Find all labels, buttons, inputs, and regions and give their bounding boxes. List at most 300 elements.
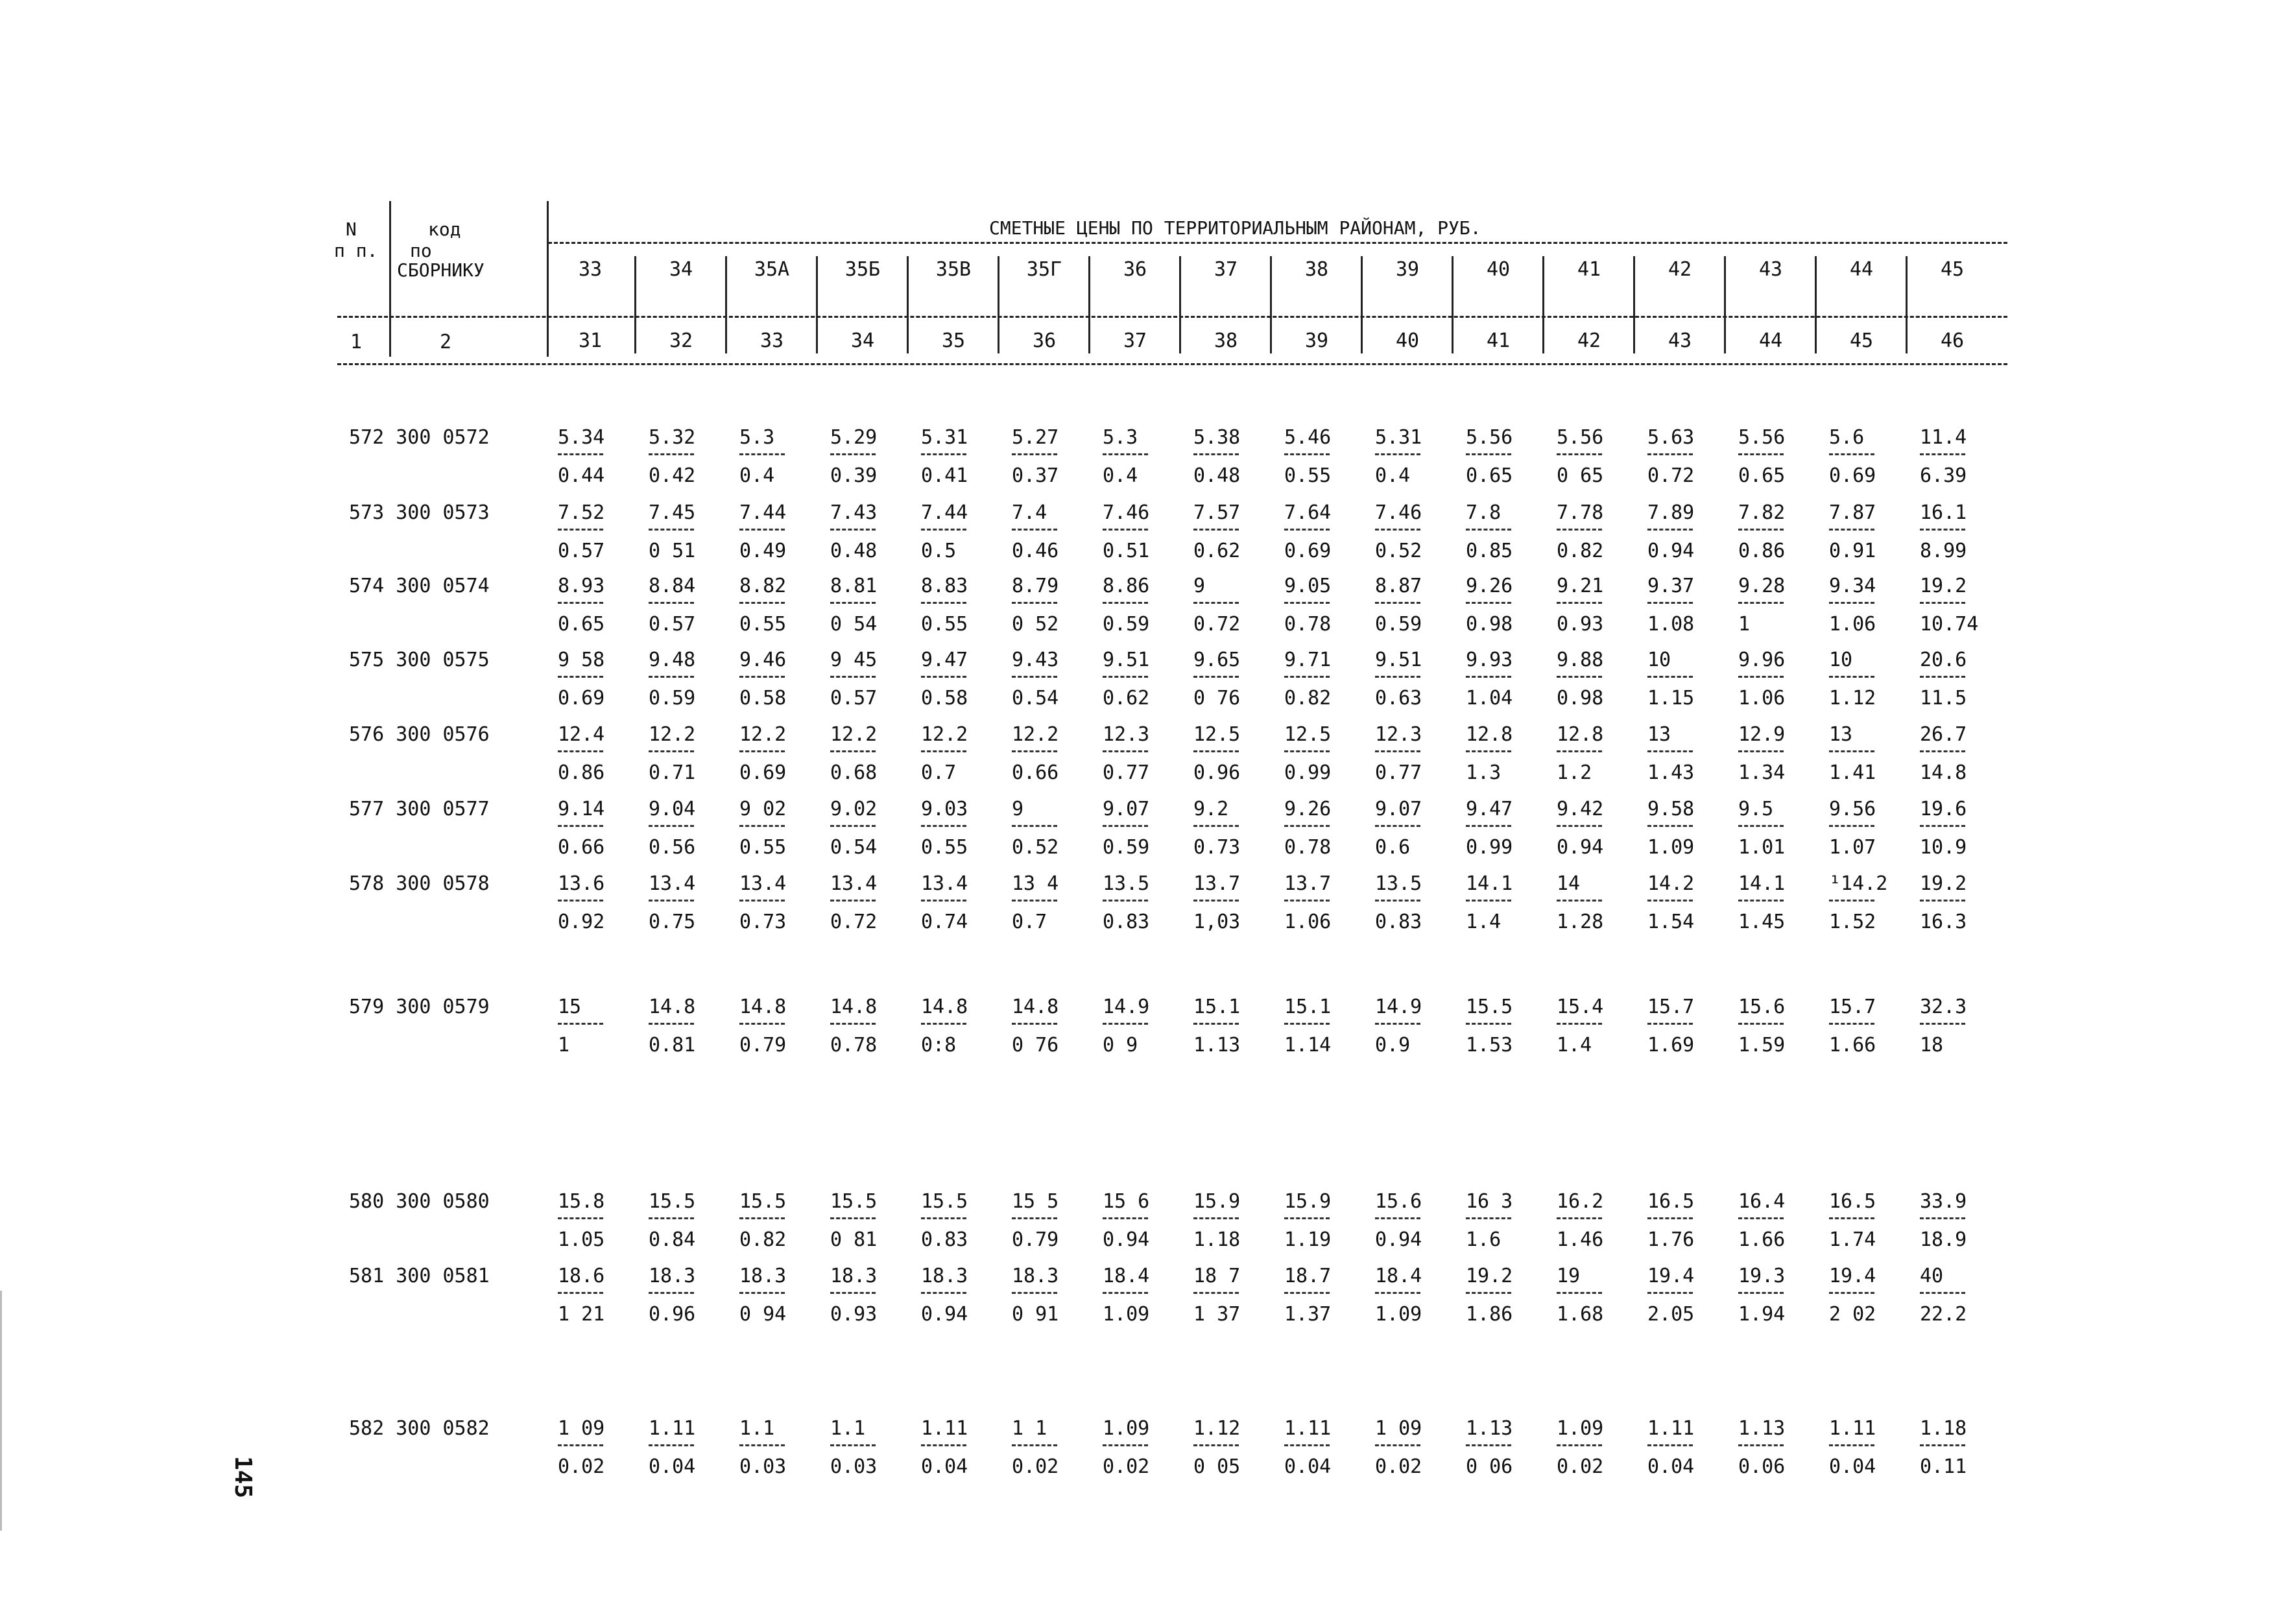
wage-value: 0.02: [1012, 1455, 1059, 1478]
wage-value: 0.7: [1012, 911, 1047, 933]
fraction-line: [1375, 676, 1420, 678]
wage-value: 0.94: [921, 1303, 968, 1326]
fraction-line: [1557, 1023, 1602, 1025]
price-cell: [1829, 798, 1876, 861]
price-cell: [558, 1417, 604, 1480]
wage-value: 0.96: [649, 1303, 696, 1326]
npp-label-2: п п.: [334, 240, 378, 261]
fraction-line: [1284, 900, 1330, 902]
fraction-line: [1012, 453, 1057, 455]
price-value: 15.4: [1557, 996, 1604, 1018]
price-cell: [1738, 872, 1785, 935]
wage-value: 10.9: [1920, 836, 1967, 859]
wage-value: 0 65: [1557, 464, 1604, 487]
fraction-line: [1103, 676, 1148, 678]
fraction-line: [1920, 529, 1965, 531]
fraction-line: [739, 453, 785, 455]
fraction-line: [739, 825, 785, 827]
code-label-2: по: [410, 240, 432, 261]
price-cell: [1738, 426, 1785, 489]
price-cell: [1012, 501, 1059, 564]
column-number: 33: [760, 329, 784, 352]
price-cell: [1647, 575, 1694, 638]
price-value: 9.71: [1284, 649, 1332, 671]
price-cell: [1466, 723, 1513, 786]
fraction-line: [1012, 1217, 1057, 1219]
wage-value: 14.8: [1920, 761, 1967, 784]
price-value: 5.32: [649, 426, 696, 449]
price-cell: [1557, 1417, 1603, 1480]
price-cell: [1920, 1265, 1967, 1328]
wage-value: 8.99: [1920, 540, 1967, 562]
page-number: 145: [230, 1456, 256, 1499]
fraction-line: [1103, 453, 1148, 455]
district-header: 37: [1214, 258, 1238, 281]
price-value: 10: [1829, 649, 1853, 671]
fraction-line: [649, 750, 694, 752]
price-value: 12.5: [1193, 723, 1241, 746]
col-num-1: 1: [350, 331, 363, 353]
wage-value: 0.69: [739, 761, 787, 784]
wage-value: 0.81: [649, 1034, 696, 1057]
wage-value: 0 52: [1012, 613, 1059, 636]
fraction-line: [830, 529, 876, 531]
price-value: 9.07: [1103, 798, 1150, 820]
wage-value: 1.54: [1647, 911, 1695, 933]
price-cell: [1375, 426, 1422, 489]
wage-value: 0.55: [921, 613, 968, 636]
wage-value: 1.94: [1738, 1303, 1786, 1326]
price-cell: [558, 649, 604, 711]
price-value: 18.3: [921, 1265, 968, 1287]
wage-value: 0.44: [558, 464, 605, 487]
price-cell: [830, 798, 877, 861]
wage-value: 10.74: [1920, 613, 1979, 636]
price-value: 11.4: [1920, 426, 1967, 449]
fraction-line: [1193, 900, 1239, 902]
wage-value: 0.55: [739, 836, 787, 859]
price-value: 16.4: [1738, 1190, 1786, 1213]
fraction-line: [649, 900, 694, 902]
price-value: 5.31: [921, 426, 968, 449]
price-value: 20.6: [1920, 649, 1967, 671]
price-cell: [739, 798, 786, 861]
fraction-line: [1647, 1217, 1693, 1219]
price-value: 18.4: [1103, 1265, 1150, 1287]
wage-value: 0.06: [1738, 1455, 1786, 1478]
price-cell: [1284, 649, 1331, 711]
price-value: 15.7: [1829, 996, 1876, 1018]
fraction-line: [1375, 750, 1420, 752]
price-cell: [1738, 798, 1785, 861]
district-header: 38: [1304, 258, 1329, 281]
price-value: 5.56: [1557, 426, 1604, 449]
scan-edge: [0, 1291, 2, 1531]
price-cell: [739, 649, 786, 711]
fraction-line: [1193, 529, 1239, 531]
price-value: 7.43: [830, 501, 878, 524]
fraction-line: [921, 602, 966, 604]
fraction-line: [1466, 825, 1511, 827]
fraction-line: [921, 1444, 966, 1446]
price-cell: [739, 501, 786, 564]
fraction-line: [1647, 602, 1693, 604]
price-cell: [921, 798, 968, 861]
fraction-line: [830, 750, 876, 752]
price-cell: [1193, 996, 1240, 1058]
price-cell: [921, 1417, 968, 1480]
price-cell: [1466, 575, 1513, 638]
price-cell: [1829, 575, 1876, 638]
price-cell: [830, 426, 877, 489]
price-cell: [739, 1190, 786, 1253]
column-number: 34: [850, 329, 875, 352]
row-code: 573 300 0573: [349, 501, 490, 524]
price-cell: [1466, 798, 1513, 861]
price-cell: [1103, 1417, 1149, 1480]
price-value: 9: [1193, 575, 1206, 597]
wage-value: 0.57: [830, 687, 878, 710]
price-value: 5.56: [1738, 426, 1786, 449]
price-cell: [1829, 872, 1887, 935]
price-cell: [1738, 1190, 1785, 1253]
district-header: 35А: [754, 258, 790, 281]
price-cell: [558, 1190, 604, 1253]
fraction-line: [1193, 1444, 1239, 1446]
price-cell: [1375, 1417, 1422, 1480]
price-value: 8.86: [1103, 575, 1150, 597]
price-cell: [1647, 872, 1694, 935]
price-value: 1 09: [558, 1417, 605, 1440]
column-divider: [907, 256, 909, 353]
price-value: 5.34: [558, 426, 605, 449]
fraction-line: [1375, 900, 1420, 902]
wage-value: 0.4: [1103, 464, 1138, 487]
wage-value: 1: [1738, 613, 1751, 636]
price-cell: [1193, 426, 1240, 489]
fraction-line: [1738, 529, 1784, 531]
wage-value: 0:8: [921, 1034, 957, 1057]
price-value: 16 3: [1466, 1190, 1513, 1213]
price-cell: [1557, 426, 1603, 489]
fraction-line: [558, 900, 603, 902]
fraction-line: [1738, 1217, 1784, 1219]
wage-value: 1.09: [1375, 1303, 1422, 1326]
price-cell: [830, 1417, 877, 1480]
price-cell: [1103, 1265, 1149, 1328]
price-value: 19.2: [1920, 872, 1967, 895]
district-header: 35Г: [1026, 258, 1062, 281]
fraction-line: [1466, 1444, 1511, 1446]
fraction-line: [739, 676, 785, 678]
fraction-line: [649, 453, 694, 455]
price-cell: [649, 649, 695, 711]
price-value: 26.7: [1920, 723, 1967, 746]
fraction-line: [1920, 1292, 1965, 1294]
fraction-line: [1738, 1292, 1784, 1294]
wage-value: 6.39: [1920, 464, 1967, 487]
wage-value: 0.82: [1557, 540, 1604, 562]
price-cell: [649, 996, 695, 1058]
wage-value: 0.42: [649, 464, 696, 487]
price-cell: [1012, 426, 1059, 489]
price-cell: [830, 872, 877, 935]
fraction-line: [739, 602, 785, 604]
price-value: 7.64: [1284, 501, 1332, 524]
fraction-line: [921, 825, 966, 827]
wage-value: 0.77: [1375, 761, 1422, 784]
fraction-line: [1193, 453, 1239, 455]
price-value: 5.27: [1012, 426, 1059, 449]
fraction-line: [830, 602, 876, 604]
wage-value: 0.82: [1284, 687, 1332, 710]
price-value: 9.21: [1557, 575, 1604, 597]
fraction-line: [558, 1292, 603, 1294]
price-value: 7.78: [1557, 501, 1604, 524]
fraction-line: [739, 900, 785, 902]
wage-value: 1.05: [558, 1228, 605, 1251]
price-value: 1 1: [1012, 1417, 1047, 1440]
fraction-line: [1375, 1217, 1420, 1219]
price-value: 12.2: [739, 723, 787, 746]
wage-value: 1 37: [1193, 1303, 1241, 1326]
fraction-line: [1466, 1292, 1511, 1294]
price-value: 9.48: [649, 649, 696, 671]
price-cell: [1920, 1190, 1967, 1253]
district-header: 41: [1577, 258, 1601, 281]
wage-value: 0.71: [649, 761, 696, 784]
price-value: 9.93: [1466, 649, 1513, 671]
price-cell: [1466, 1417, 1513, 1480]
price-cell: [1284, 1265, 1331, 1328]
fraction-line: [558, 676, 603, 678]
wage-value: 18.9: [1920, 1228, 1967, 1251]
fraction-line: [1103, 1217, 1148, 1219]
column-number: 45: [1849, 329, 1874, 352]
fraction-line: [921, 1217, 966, 1219]
fraction-line: [1920, 900, 1965, 902]
price-value: 5.29: [830, 426, 878, 449]
price-cell: [1557, 501, 1603, 564]
district-header: 40: [1486, 258, 1511, 281]
district-header: 43: [1758, 258, 1783, 281]
price-value: 9.07: [1375, 798, 1422, 820]
wage-value: 0.02: [558, 1455, 605, 1478]
wage-value: 0.52: [1012, 836, 1059, 859]
price-cell: [1829, 1190, 1876, 1253]
price-value: 9.47: [1466, 798, 1513, 820]
wage-value: 1.43: [1647, 761, 1695, 784]
fraction-line: [558, 602, 603, 604]
wage-value: 1.45: [1738, 911, 1786, 933]
price-value: 15 6: [1103, 1190, 1150, 1213]
wage-value: 0.57: [649, 613, 696, 636]
price-value: 13.7: [1193, 872, 1241, 895]
wage-value: 0.66: [558, 836, 605, 859]
wage-value: 0.58: [739, 687, 787, 710]
column-divider: [1542, 256, 1544, 353]
wage-value: 0.52: [1375, 540, 1422, 562]
fraction-line: [1103, 1444, 1148, 1446]
wage-value: 0 76: [1193, 687, 1241, 710]
wage-value: 0.59: [1103, 836, 1150, 859]
column-divider: [1633, 256, 1635, 353]
wage-value: 11.5: [1920, 687, 1967, 710]
wage-value: 0 54: [830, 613, 878, 636]
price-value: 1.1: [830, 1417, 866, 1440]
wage-value: 1.74: [1829, 1228, 1876, 1251]
price-cell: [1466, 1190, 1513, 1253]
price-value: 12.3: [1103, 723, 1150, 746]
price-value: 13.6: [558, 872, 605, 895]
fraction-line: [1012, 529, 1057, 531]
price-value: 18.6: [558, 1265, 605, 1287]
price-value: 5.63: [1647, 426, 1695, 449]
fraction-line: [558, 1217, 603, 1219]
wage-value: 0.69: [1829, 464, 1876, 487]
price-cell: [558, 501, 604, 564]
column-divider: [1724, 256, 1726, 353]
price-value: 9.14: [558, 798, 605, 820]
price-cell: [1193, 1265, 1240, 1328]
wage-value: 0.93: [830, 1303, 878, 1326]
wage-value: 1.09: [1647, 836, 1695, 859]
fraction-line: [1647, 529, 1693, 531]
price-value: 7.82: [1738, 501, 1786, 524]
wage-value: 0.55: [1284, 464, 1332, 487]
wage-value: 1.86: [1466, 1303, 1513, 1326]
fraction-line: [1284, 1023, 1330, 1025]
header-rule: [337, 316, 2007, 318]
price-value: 13: [1829, 723, 1853, 746]
column-number: 38: [1214, 329, 1238, 352]
price-cell: [1647, 996, 1694, 1058]
price-value: 15.5: [921, 1190, 968, 1213]
wage-value: 0.73: [1193, 836, 1241, 859]
fraction-line: [1284, 1217, 1330, 1219]
fraction-line: [830, 900, 876, 902]
wage-value: 0.46: [1012, 540, 1059, 562]
price-value: 18.3: [739, 1265, 787, 1287]
price-cell: [1012, 872, 1059, 935]
price-cell: [649, 501, 695, 564]
price-value: 12.8: [1557, 723, 1604, 746]
price-value: 5.3: [1103, 426, 1138, 449]
fraction-line: [649, 1292, 694, 1294]
price-value: 1.18: [1920, 1417, 1967, 1440]
price-cell: [1375, 798, 1422, 861]
prices-title: СМЕТНЫЕ ЦЕНЫ ПО ТЕРРИТОРИАЛЬНЫМ РАЙОНАМ, РУБ.: [989, 217, 1481, 239]
header-divider: [547, 201, 549, 357]
price-cell: [830, 1265, 877, 1328]
row-code: 575 300 0575: [349, 649, 490, 671]
fraction-line: [1193, 1217, 1239, 1219]
wage-value: 1.4: [1557, 1034, 1592, 1057]
fraction-line: [558, 529, 603, 531]
fraction-line: [1012, 676, 1057, 678]
fraction-line: [1829, 1292, 1874, 1294]
price-value: 9.2: [1193, 798, 1229, 820]
wage-value: 1: [558, 1034, 570, 1057]
wage-value: 1.68: [1557, 1303, 1604, 1326]
price-cell: [830, 996, 877, 1058]
price-cell: [1012, 649, 1059, 711]
price-value: 9.47: [921, 649, 968, 671]
col-num-2: 2: [440, 331, 452, 353]
price-value: 1.12: [1193, 1417, 1241, 1440]
price-value: 9 02: [739, 798, 787, 820]
wage-value: 0.83: [1103, 911, 1150, 933]
fraction-line: [1647, 676, 1693, 678]
price-value: 13.5: [1103, 872, 1150, 895]
price-value: 15.6: [1375, 1190, 1422, 1213]
wage-value: 18: [1920, 1034, 1944, 1057]
price-cell: [1103, 798, 1149, 861]
price-cell: [1284, 872, 1331, 935]
price-value: 1.11: [1284, 1417, 1332, 1440]
wage-value: 0.99: [1466, 836, 1513, 859]
wage-value: 0.72: [1647, 464, 1695, 487]
price-cell: [739, 996, 786, 1058]
wage-value: 1.69: [1647, 1034, 1695, 1057]
price-cell: [1103, 872, 1149, 935]
price-cell: [1829, 649, 1876, 711]
column-number: 42: [1577, 329, 1601, 352]
district-header: 35В: [935, 258, 972, 281]
price-cell: [1557, 872, 1603, 935]
price-cell: [1012, 575, 1059, 638]
price-value: 9.26: [1466, 575, 1513, 597]
price-value: 10: [1647, 649, 1671, 671]
wage-value: 0.86: [558, 761, 605, 784]
wage-value: 0.7: [921, 761, 957, 784]
price-cell: [921, 649, 968, 711]
wage-value: 0.78: [1284, 836, 1332, 859]
price-value: 7.8: [1466, 501, 1501, 524]
wage-value: 0.78: [1284, 613, 1332, 636]
price-cell: [1193, 501, 1240, 564]
price-value: 14.8: [1012, 996, 1059, 1018]
price-value: 9.96: [1738, 649, 1786, 671]
price-cell: [1829, 996, 1876, 1058]
fraction-line: [1193, 1023, 1239, 1025]
wage-value: 0 76: [1012, 1034, 1059, 1057]
price-cell: [1920, 501, 1967, 564]
fraction-line: [1375, 453, 1420, 455]
price-value: 15.5: [1466, 996, 1513, 1018]
price-cell: [739, 575, 786, 638]
code-label-3: СБОРНИКУ: [397, 259, 485, 281]
wage-value: 0.75: [649, 911, 696, 933]
fraction-line: [649, 676, 694, 678]
fraction-line: [1466, 676, 1511, 678]
fraction-line: [739, 1023, 785, 1025]
wage-value: 1.04: [1466, 687, 1513, 710]
fraction-line: [1103, 1023, 1148, 1025]
price-cell: [649, 575, 695, 638]
price-cell: [649, 426, 695, 489]
price-cell: [1375, 1265, 1422, 1328]
wage-value: 0.56: [649, 836, 696, 859]
district-header: 45: [1940, 258, 1965, 281]
fraction-line: [1466, 529, 1511, 531]
wage-value: 0.65: [1738, 464, 1786, 487]
wage-value: 0.79: [739, 1034, 787, 1057]
wage-value: 0.03: [739, 1455, 787, 1478]
fraction-line: [1284, 1444, 1330, 1446]
column-divider: [1179, 256, 1181, 353]
price-cell: [558, 1265, 604, 1328]
